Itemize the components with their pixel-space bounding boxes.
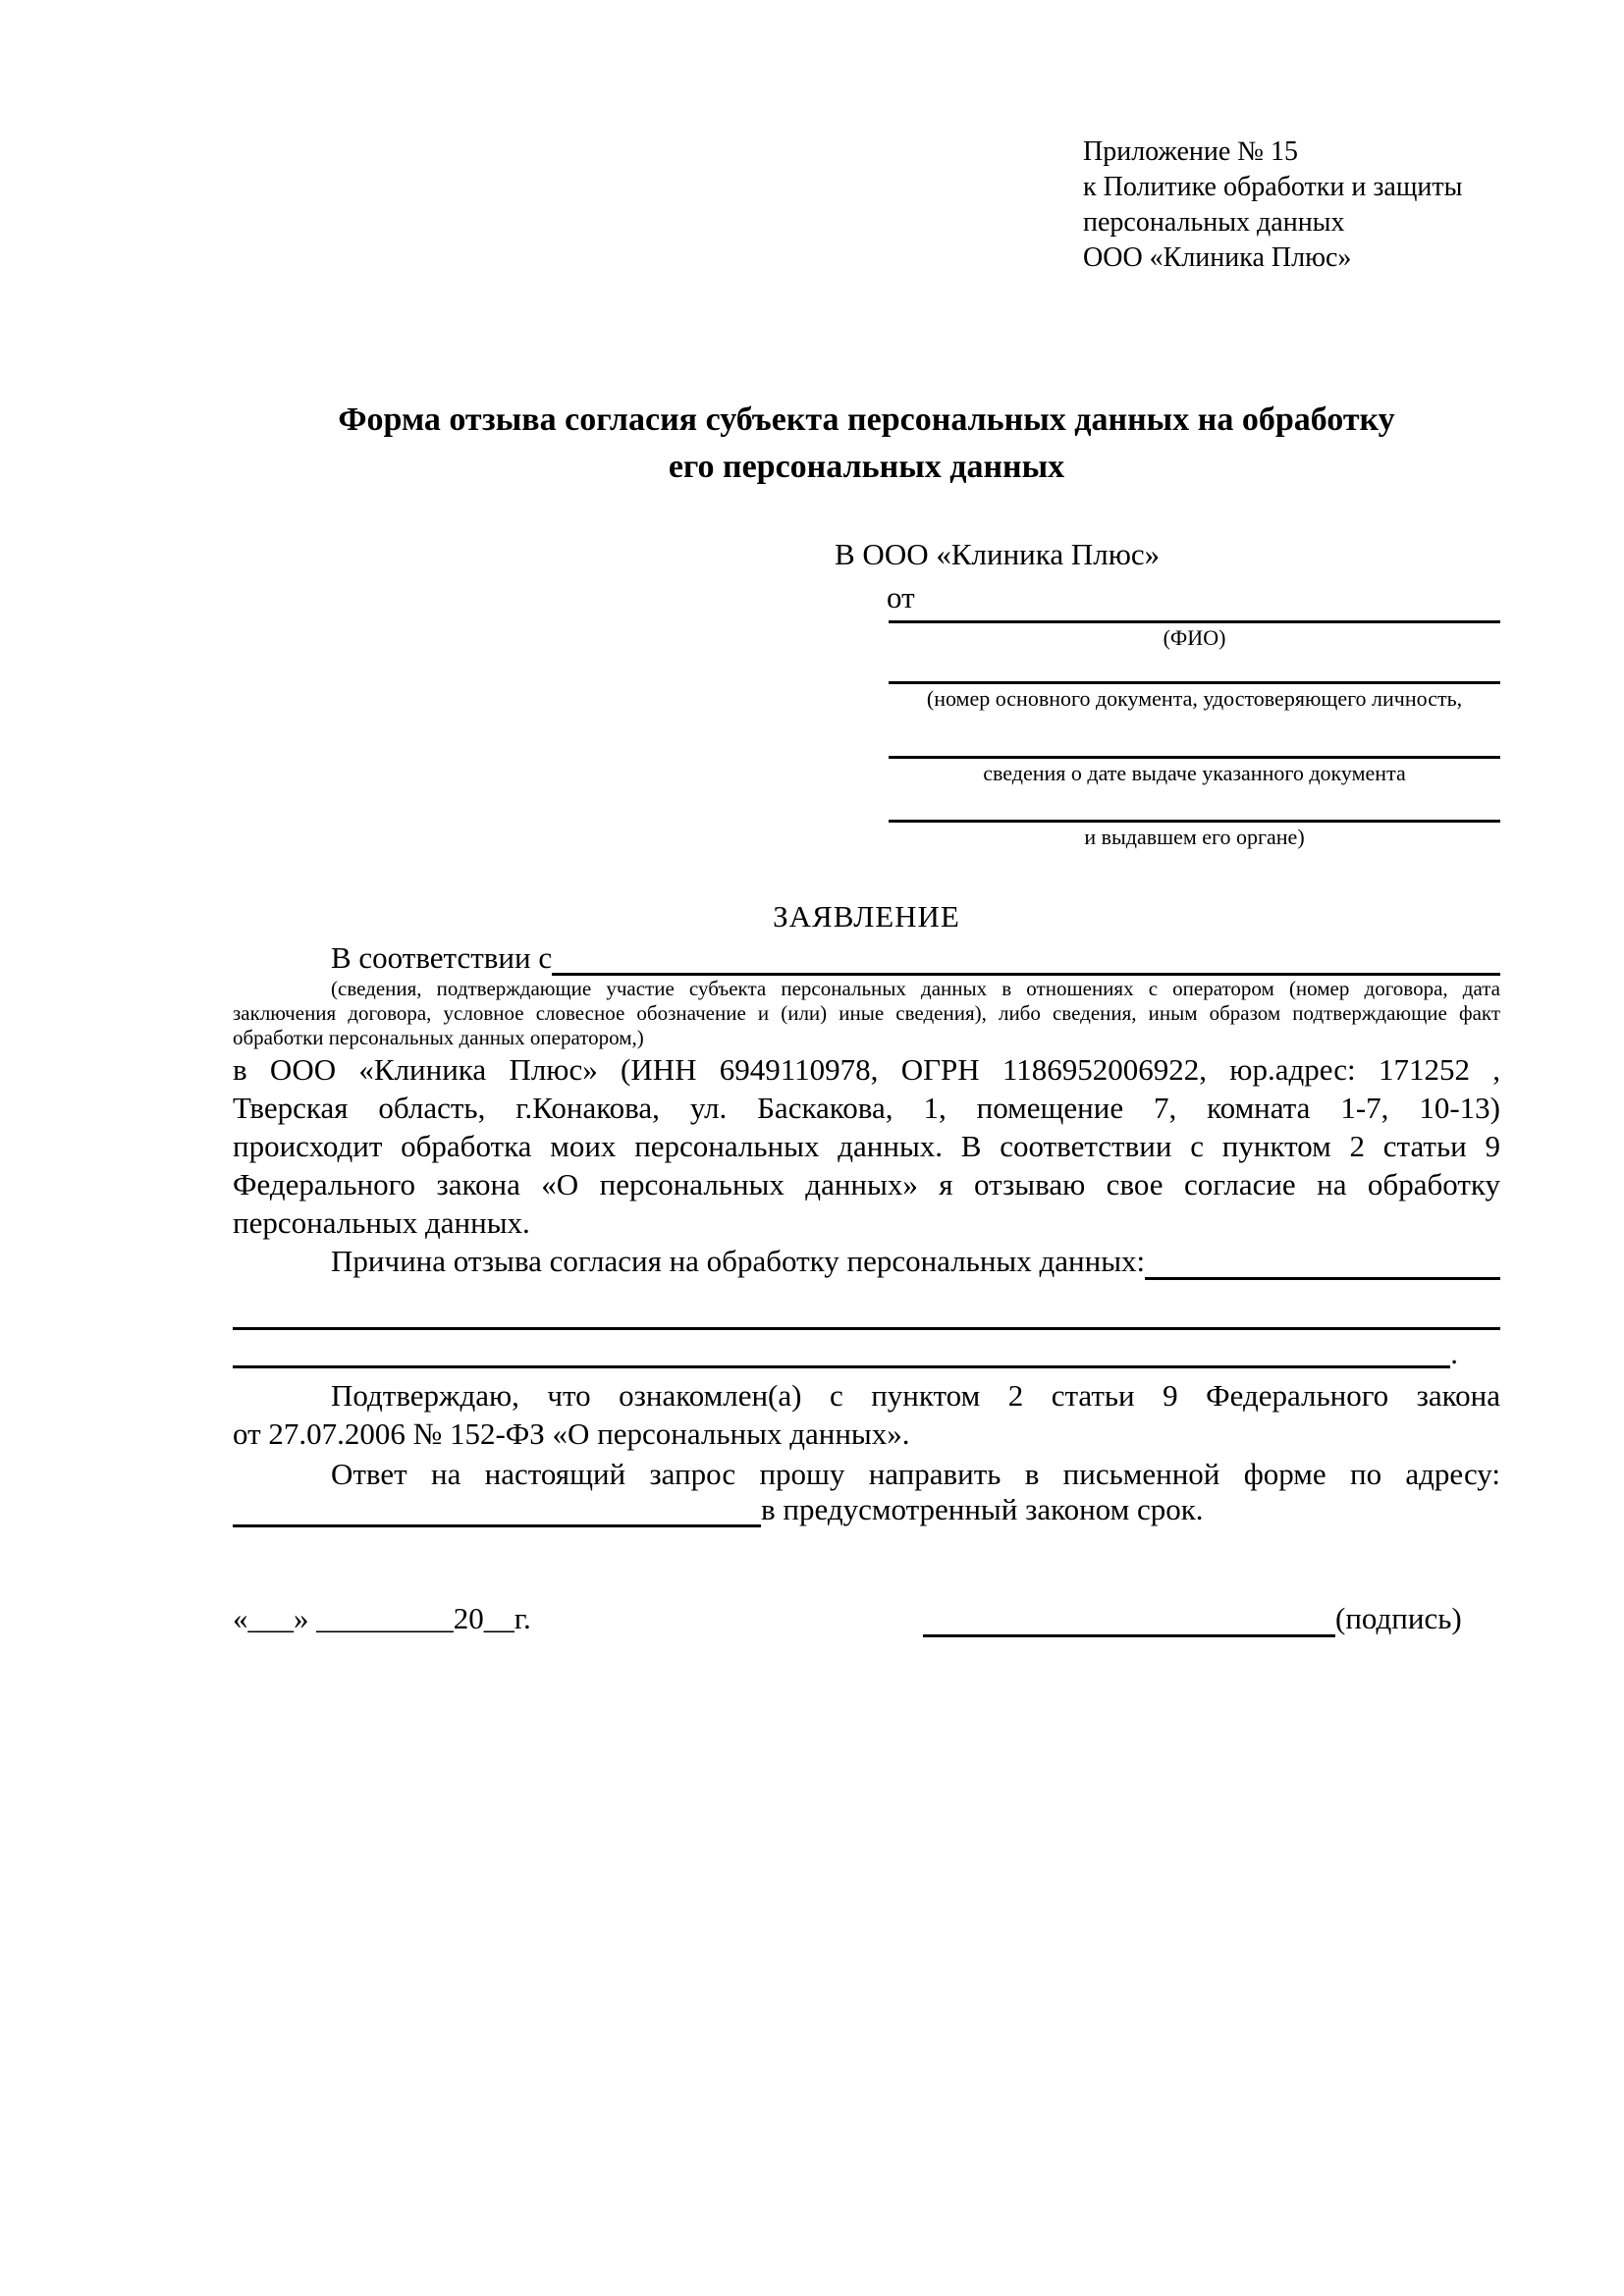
footnote-line: (сведения, подтверждающие участие субъекта персональных данных в отношениях с оператором (номер договора, дата	[331, 977, 1500, 1000]
confirm-line: от 27.07.2006 № 152-ФЗ «О персональных данных».	[233, 1416, 910, 1451]
accordance-prefix: В соответствии с	[331, 940, 553, 975]
body-line: в ООО «Клиника Плюс» (ИНН 6949110978, ОГРН 1186952006922, юр.адрес: 171252 ,	[233, 1052, 1500, 1087]
reason-end-period: .	[1450, 1336, 1458, 1370]
body-line: Тверская область, г.Конакова, ул. Баскакова, 1, помещение 7, комната 1-7, 10-13)	[233, 1091, 1500, 1125]
signature-row	[923, 1600, 1462, 1637]
reply-line: Ответ на настоящий запрос прошу направить в письменной форме по адресу:	[331, 1457, 1500, 1491]
reason-blank-line-short	[1145, 1243, 1500, 1280]
doc-issue-date-blank-line	[889, 756, 1500, 759]
doc-number-caption: (номер основного документа, удостоверяющего личность,	[926, 686, 1463, 711]
annex-note-line: персональных данных	[1083, 207, 1345, 238]
confirm-line: Подтверждаю, что ознакомлен(а) с пунктом 2 статьи 9 Федерального закона	[331, 1378, 1500, 1413]
page-title	[233, 397, 1500, 491]
reply-suffix: в предусмотренный законом срок.	[761, 1492, 1204, 1526]
confirm-paragraph	[233, 1376, 1500, 1453]
signature-blank-line	[923, 1600, 1335, 1637]
fio-blank-line	[889, 620, 1500, 623]
annex-note-line: Приложение № 15	[1083, 136, 1298, 167]
accordance-row	[233, 940, 1500, 976]
accordance-blank-line	[552, 940, 1500, 976]
footnote-line: заключения договора, условное словесное обозначение и (или) иные сведения), либо сведения, иным образом подтверждающие факт	[233, 1001, 1500, 1025]
doc-issue-date-caption: сведения о дате выдаче указанного документа	[983, 761, 1406, 785]
reply-address-blank-line	[233, 1492, 761, 1527]
reply-paragraph	[233, 1455, 1500, 1493]
reason-blank-line-2	[233, 1335, 1458, 1368]
page-title-line: его персональных данных	[668, 449, 1065, 485]
annex-note-line: к Политике обработки и защиты	[1083, 172, 1463, 202]
reason-row	[233, 1243, 1500, 1280]
addressee: В ООО «Клиника Плюс»	[835, 537, 1161, 571]
doc-issuer-caption: и выдавшем его органе)	[1084, 825, 1305, 849]
doc-issuer-blank-line	[889, 820, 1500, 823]
fio-caption: (ФИО)	[1163, 625, 1226, 650]
annex-note-line: ООО «Клиника Плюс»	[1083, 242, 1352, 273]
reason-blank-line-2-rule	[233, 1335, 1450, 1368]
body-paragraph	[233, 1050, 1500, 1242]
body-line: Федерального закона «О персональных данных» я отзываю свое согласие на обработку	[233, 1167, 1500, 1201]
body-line: персональных данных.	[233, 1205, 530, 1240]
footnote	[233, 977, 1500, 1050]
reason-label: Причина отзыва согласия на обработку персональных данных:	[331, 1244, 1146, 1278]
date-blank: «___» _________20__г.	[233, 1601, 531, 1635]
reply-address-row	[233, 1492, 1500, 1527]
reason-blank-line-1	[233, 1327, 1500, 1330]
annex-note	[1083, 134, 1462, 276]
body-line: происходит обработка моих персональных данных. В соответствии с пунктом 2 статьи 9	[233, 1129, 1500, 1163]
footnote-line: обработки персональных данных оператором,)	[233, 1026, 644, 1049]
from-label: от	[887, 580, 915, 614]
signature-caption: (подпись)	[1335, 1601, 1462, 1635]
doc-number-blank-line	[889, 681, 1500, 684]
page-title-line: Форма отзыва согласия субъекта персональных данных на обработку	[338, 401, 1395, 438]
statement-heading: ЗАЯВЛЕНИЕ	[773, 899, 960, 934]
